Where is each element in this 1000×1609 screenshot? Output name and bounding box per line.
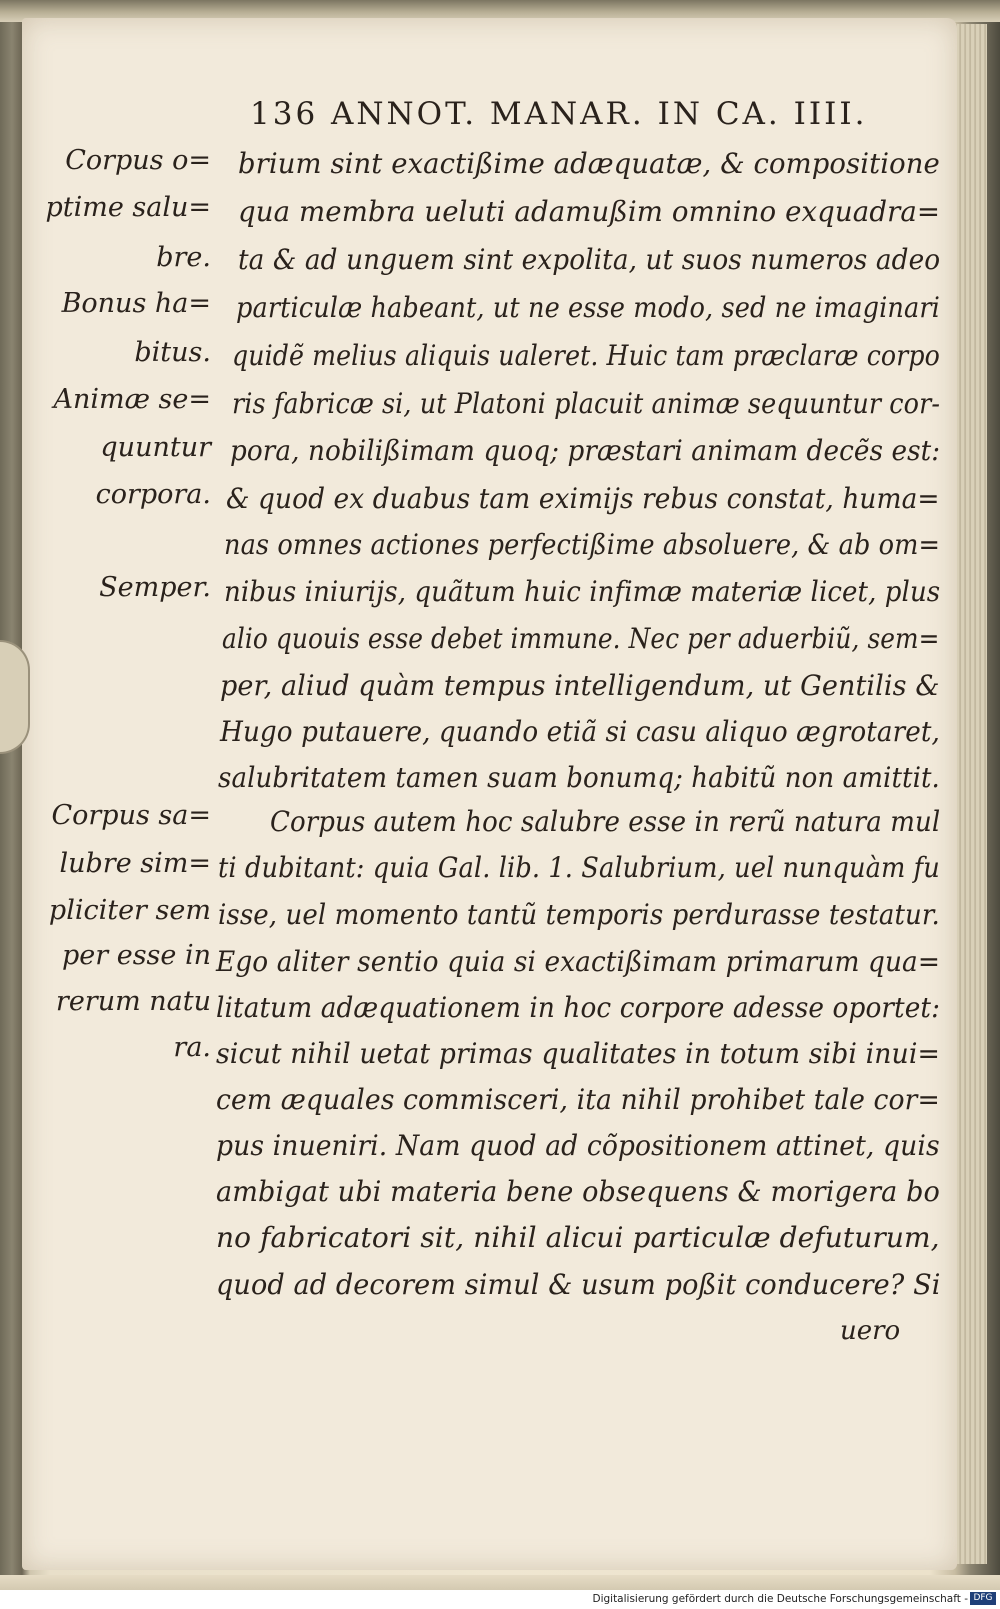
text-line: alio quouis esse debet immune. Nec per aduerbiũ, sem= bbox=[222, 622, 940, 655]
text-line: pus inueniri. Nam quod ad cõpositionem attinet, quis bbox=[216, 1129, 940, 1162]
text-line: ambigat ubi materia bene obsequens & morigera bo bbox=[216, 1175, 940, 1208]
margin-note: bitus. bbox=[134, 337, 211, 368]
text-line: nibus iniurijs, quãtum huic infimæ materiæ licet, plus bbox=[224, 575, 941, 608]
text-line: Corpus autem hoc salubre esse in rerũ natura mul bbox=[270, 805, 941, 838]
text-line: ta & ad unguem sint expolita, ut suos numeros adeo bbox=[238, 243, 941, 276]
margin-note: Semper. bbox=[99, 572, 211, 603]
margin-note: Corpus o= bbox=[65, 145, 211, 176]
text-line: qua membra ueluti adamußim omnino exquadra= bbox=[238, 195, 941, 228]
margin-note: quuntur bbox=[100, 432, 211, 463]
text-line: salubritatem tamen suam bonumq; habitũ non amittit. bbox=[218, 761, 940, 794]
text-line: & quod ex duabus tam eximijs rebus constat, huma= bbox=[226, 482, 940, 515]
margin-note: ra. bbox=[173, 1032, 211, 1063]
margin-note: Animæ se= bbox=[53, 384, 211, 415]
text-line: litatum adæquationem in hoc corpore adesse oportet: bbox=[216, 991, 941, 1024]
text-line: isse, uel momento tantũ temporis perdurasse testatur. bbox=[218, 898, 940, 931]
text-line: Ego aliter sentio quia si exactißimam primarum qua= bbox=[216, 945, 940, 978]
margin-note: Bonus ha= bbox=[61, 288, 211, 319]
dfg-logo-icon: DFG bbox=[970, 1592, 996, 1605]
text-line: brium sint exactißime adæquatæ, & compositione bbox=[238, 147, 940, 180]
book-right-leaves bbox=[957, 24, 987, 1564]
text-line: Hugo putauere, quando etiã si casu aliquo ægrotaret, bbox=[220, 715, 940, 748]
margin-note: per esse in bbox=[61, 940, 211, 971]
margin-note: rerum natu bbox=[55, 986, 211, 1017]
margin-note: Corpus sa= bbox=[51, 800, 211, 831]
text-line: ris fabricæ si, ut Platoni placuit animæ sequuntur cor- bbox=[232, 387, 941, 420]
margin-note: lubre sim= bbox=[59, 848, 211, 879]
text-line: pora, nobilißimam quoq; præstari animam decẽs est: bbox=[230, 434, 941, 467]
footer-credit: Digitalisierung gefördert durch die Deutsche Forschungsgemeinschaft - bbox=[592, 1593, 968, 1605]
margin-note: bre. bbox=[156, 242, 211, 273]
text-line: sicut nihil uetat primas qualitates in totum sibi inui= bbox=[216, 1037, 940, 1070]
text-line: nas omnes actiones perfectißime absoluere, & ab om= bbox=[224, 528, 941, 561]
text-line: quod ad decorem simul & usum poßit conducere? Si bbox=[216, 1268, 941, 1301]
text-line: per, aliud quàm tempus intelligendum, ut Gentilis & bbox=[220, 669, 940, 702]
catchword: uero bbox=[840, 1316, 901, 1346]
text-line: ti dubitant: quia Gal. lib. 1. Salubrium, uel nunquàm fu bbox=[218, 851, 940, 884]
margin-note: corpora. bbox=[95, 479, 211, 510]
page-clip bbox=[0, 640, 30, 754]
text-line: quidẽ melius aliquis ualeret. Huic tam præclaræ corpo bbox=[232, 339, 940, 372]
margin-note: ptime salu= bbox=[45, 192, 211, 223]
margin-note: pliciter sem bbox=[48, 895, 211, 926]
running-head: 136 ANNOT. MANAR. IN CA. IIII. bbox=[250, 96, 868, 132]
text-line: particulæ habeant, ut ne esse modo, sed ne imaginari bbox=[236, 291, 940, 324]
text-line: no fabricatori sit, nihil alicui particulæ defuturum, bbox=[216, 1221, 940, 1254]
text-line: cem æquales commisceri, ita nihil prohibet tale cor= bbox=[216, 1083, 940, 1116]
